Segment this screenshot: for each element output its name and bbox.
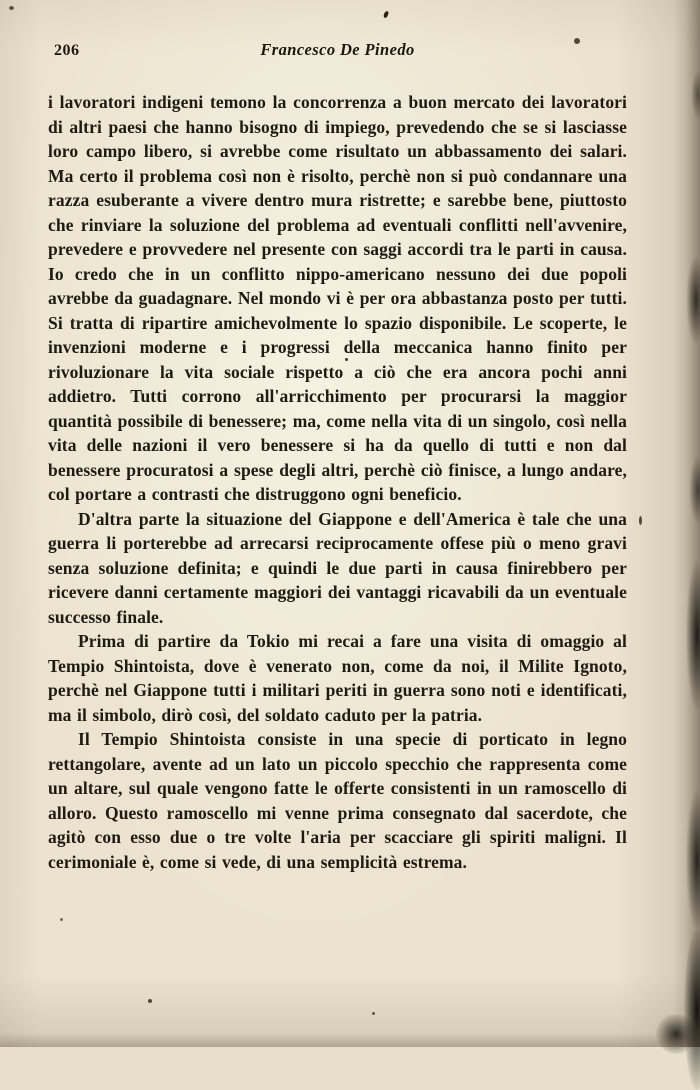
paragraph: Prima di partire da Tokio mi recai a fare una visita di omaggio al Tempio Shintoista, dove è venerato non, come da noi, il Milite Ignoto, perchè nel Giappone tutti i militari periti in guerra sono noti e identificati, ma il simbolo, dirò così, del soldato caduto per la patria. (48, 631, 627, 725)
page-body (48, 90, 627, 874)
paragraph: Il Tempio Shintoista consiste in una specie di porticato in legno rettangolare, avente ad un lato un piccolo specchio che rappresenta come un altare, sul quale vengono fatte le offerte consistenti in un ramoscello di alloro. Questo ramoscello mi venne prima consegnato dal sacerdote, che agitò con esso due o tre volte l'aria per scacciare gli spiriti maligni. Il cerimoniale è, come si vede, di una semplicità estrema. (48, 729, 627, 872)
page-number: 206 (54, 42, 80, 59)
page-header (48, 40, 627, 66)
running-title: Francesco De Pinedo (260, 40, 415, 59)
paragraph: D'altra parte la situazione del Giappone e dell'America è tale che una guerra li porterebbe ad arrecarsi reciprocamente offese più o meno gravi senza soluzione definita; e quindi le due parti in causa finirebbero per ricevere danni certamente maggiori dei vantaggi ricavabili da un eventuale successo finale. (48, 508, 627, 627)
paragraph: i lavoratori indigeni temono la concorrenza a buon mercato dei lavoratori di altri paesi che hanno bisogno di impiego, prevedendo che se si lasciasse loro campo libero, si avrebbe come risultato un abbassamento dei salari. Ma certo il problema così non è risolto, perchè non si può condannare una razza esuberante a vivere dentro mura ristrette; e sarebbe bene, piuttosto che rinviare la soluzione del problema ad eventuali conflitti nell'avvenire, prevedere e provvedere nel presente con saggi accordi tra le parti in causa. Io credo che in un conflitto nippo-americano nessuno dei due popoli avrebbe da guadagnare. Nel mondo vi è per ora abbastanza posto per tutti. Si tratta di ripartire amichevolmente lo spazio disponibile. Le scoperte, le invenzioni moderne e i progressi della meccanica hanno finito per rivoluzionare la vita sociale rispetto a ciò che era ancora pochi anni addietro. Tutti corrono all'arricchimento per procurarsi la maggior quantità possibile di benessere; ma, come nella vita di un singolo, così nella vita delle nazioni il vero benessere si ha da quello di tutti e non dal benessere procuratosi a spese degli altri, perchè ciò finisce, a lungo andare, col portare a contrasti che distruggono ogni beneficio. (48, 92, 627, 504)
